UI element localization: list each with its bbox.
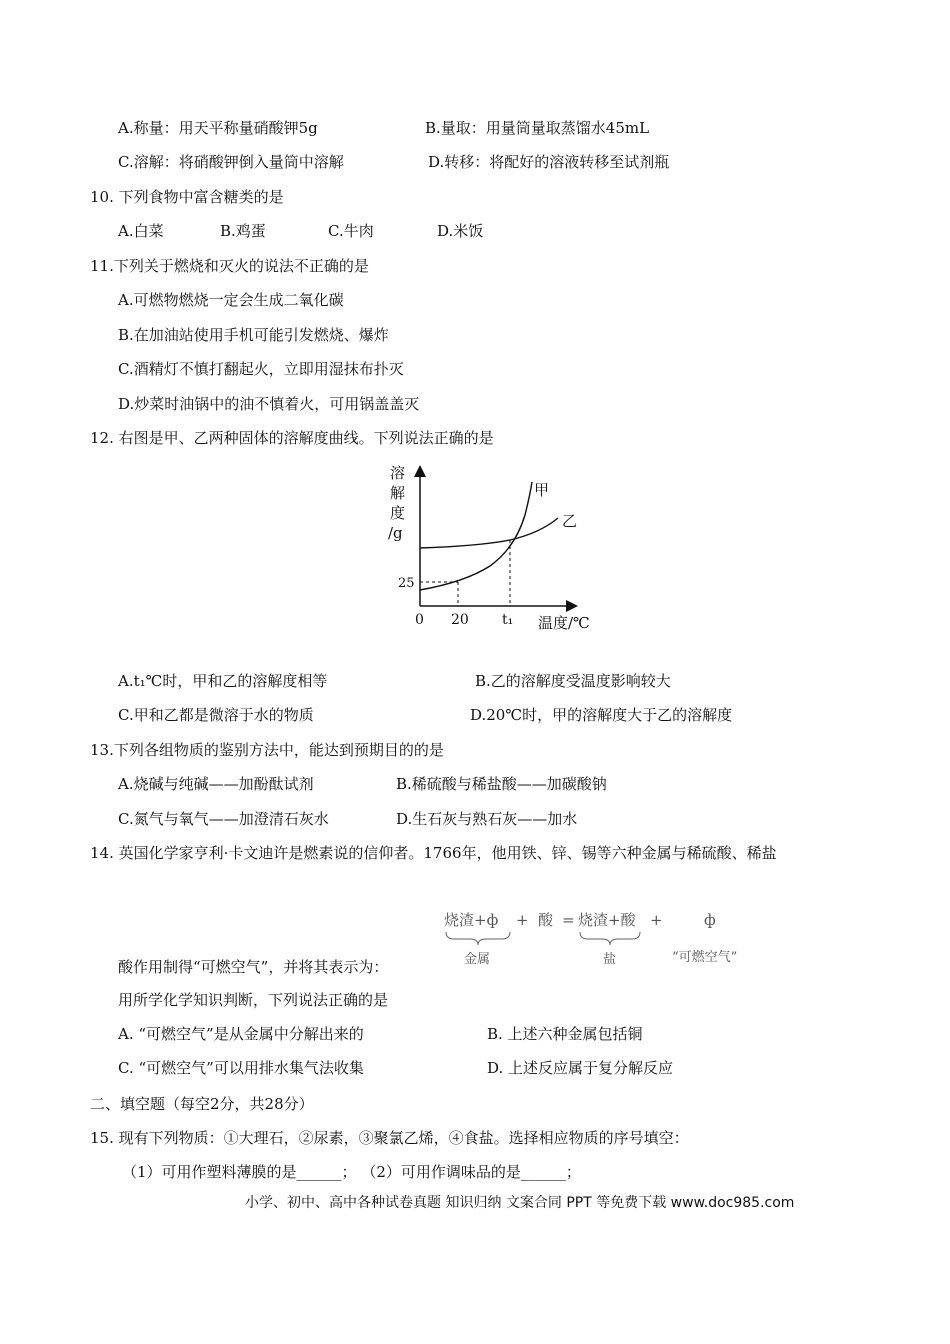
q12-option-c: C.甲和乙都是微溶于水的物质 <box>118 706 314 724</box>
q14-option-d: D. 上述反应属于复分解反应 <box>487 1059 674 1077</box>
q11-option-b: B.在加油站使用手机可能引发燃烧、爆炸 <box>118 326 389 344</box>
q9-option-b: B.量取：用量筒量取蒸馏水45mL <box>425 119 650 137</box>
chart-series-jia <box>420 482 532 590</box>
chart-ylabel-1: 溶 <box>390 464 406 482</box>
q14-option-b: B. 上述六种金属包括铜 <box>487 1025 643 1043</box>
q11-option-d: D.炒菜时油锅中的油不慎着火，可用锅盖盖灭 <box>118 395 420 413</box>
section-2-title: 二、填空题（每空2分，共28分） <box>90 1095 314 1113</box>
eq-right: 烧渣+酸 <box>578 911 636 929</box>
q14-stem-2: 酸作用制得“可燃空气”，并将其表示为： <box>118 958 389 976</box>
q10-option-c: C.牛肉 <box>328 222 374 240</box>
eq-acid: 酸 <box>538 911 554 929</box>
eq-left: 烧渣+ф <box>444 911 499 929</box>
label-gas: “可燃空气” <box>672 950 738 965</box>
chart-ylabel-3: 度 <box>390 504 406 522</box>
chart-series-yi <box>420 518 558 548</box>
q12-option-a: A.t₁℃时，甲和乙的溶解度相等 <box>118 672 328 690</box>
q13-stem: 13.下列各组物质的鉴别方法中，能达到预期目的的是 <box>90 741 444 759</box>
label-metal: 金属 <box>464 952 491 967</box>
q15-stem: 15. 现有下列物质：①大理石，②尿素，③聚氯乙烯，④食盐。选择相应物质的序号填空： <box>90 1129 689 1147</box>
q14-option-c: C. “可燃空气”可以用排水集气法收集 <box>118 1059 364 1077</box>
q11-option-a: A.可燃物燃烧一定会生成二氧化碳 <box>118 291 344 309</box>
brace-metal <box>446 932 510 945</box>
chart-xtick-0: 0 <box>415 612 424 628</box>
chart-ylabel-2: 解 <box>390 484 406 502</box>
q12-stem: 12. 右图是甲、乙两种固体的溶解度曲线。下列说法正确的是 <box>90 429 494 447</box>
q10-option-d: D.米饭 <box>437 222 484 240</box>
q10-option-a: A.白菜 <box>118 222 164 240</box>
eq-equals: = <box>562 911 575 929</box>
q13-option-c: C.氮气与氧气——加澄清石灰水 <box>118 810 329 828</box>
q14-stem: 14. 英国化学家亨利·卡文迪许是燃素说的信仰者。1766年，他用铁、锌、锡等六种金属与稀硫酸、稀盐 <box>90 844 777 862</box>
q12-option-d: D.20℃时，甲的溶解度大于乙的溶解度 <box>470 706 733 724</box>
q10-option-b: B.鸡蛋 <box>220 222 266 240</box>
page-footer: 小学、初中、高中各种试卷真题 知识归纳 文案合同 PPT 等免费下载 www.doc985.com <box>245 1195 795 1211</box>
chart-legend-yi: 乙 <box>562 512 578 530</box>
chart-xtick-t1: t₁ <box>502 612 514 628</box>
chart-xtick-20: 20 <box>451 612 469 628</box>
eq-plus2: + <box>650 911 663 929</box>
eq-phi: ф <box>704 911 716 929</box>
q11-option-c: C.酒精灯不慎打翻起火，立即用湿抹布扑灭 <box>118 360 404 378</box>
q13-option-a: A.烧碱与纯碱——加酚酞试剂 <box>118 775 314 793</box>
q13-option-b: B.稀硫酸与稀盐酸——加碳酸钠 <box>396 775 607 793</box>
chart-ytick-25: 25 <box>398 576 415 591</box>
chart-xlabel: 温度/℃ <box>538 614 590 632</box>
q14-option-a: A. “可燃空气”是从金属中分解出来的 <box>118 1025 364 1043</box>
solubility-chart <box>380 460 610 635</box>
q15-part-1: （1）可用作塑料薄膜的是______； （2）可用作调味品的是______； <box>122 1163 581 1181</box>
q14-stem-3: 用所学化学知识判断，下列说法正确的是 <box>118 991 389 1009</box>
q9-option-c: C.溶解：将硝酸钾倒入量筒中溶解 <box>118 153 344 171</box>
q12-option-b: B.乙的溶解度受温度影响较大 <box>475 672 671 690</box>
q9-option-d: D.转移：将配好的溶液转移至试剂瓶 <box>428 153 670 171</box>
chart-legend-jia: 甲 <box>534 481 550 499</box>
chart-ylabel-4: /g <box>388 524 403 542</box>
brace-salt <box>580 932 640 945</box>
q13-option-d: D.生石灰与熟石灰——加水 <box>396 810 578 828</box>
q14-equation-figure <box>440 905 770 971</box>
q10-stem: 10. 下列食物中富含糖类的是 <box>90 188 284 206</box>
q11-stem: 11.下列关于燃烧和灭火的说法不正确的是 <box>90 257 369 275</box>
q9-option-a: A.称量：用天平称量硝酸钾5g <box>118 119 318 137</box>
label-salt: 盐 <box>603 952 617 967</box>
eq-plus1: + <box>516 911 529 929</box>
